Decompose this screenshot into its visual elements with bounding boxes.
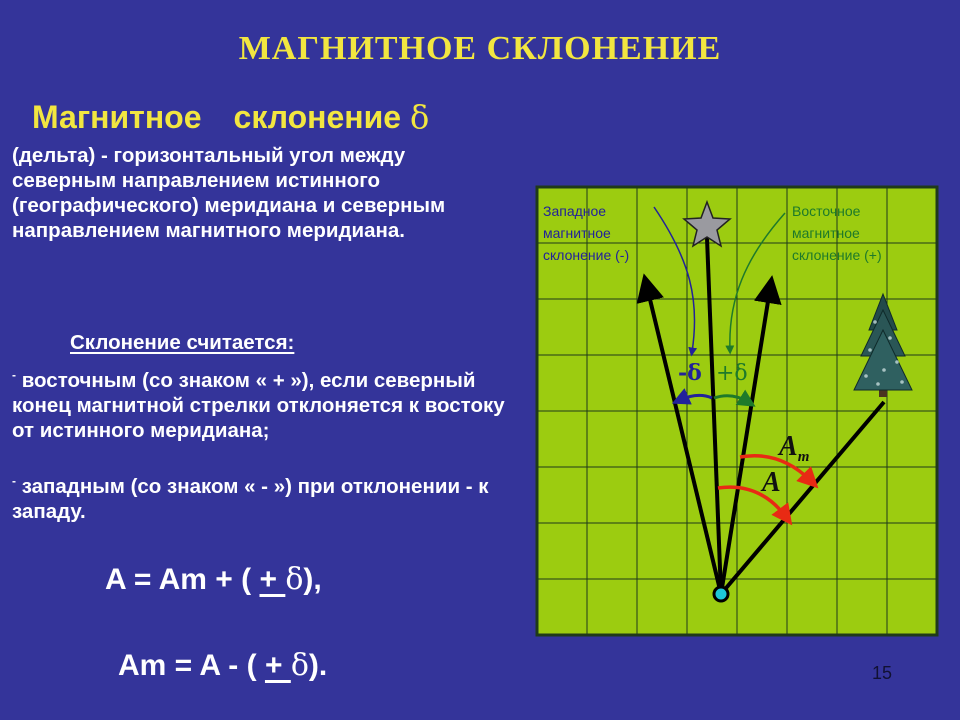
delta-symbol: δ	[285, 562, 304, 597]
formula-true-azimuth: A = Am + ( + δ),	[105, 562, 322, 597]
minus-delta-label: -δ	[678, 360, 702, 386]
bullet-dash: -	[12, 368, 16, 382]
formula-magnetic-azimuth: Am = A - ( + δ).	[118, 648, 328, 683]
plus-delta-label: +δ	[716, 361, 748, 386]
plus-minus: +	[264, 649, 291, 682]
heading-word-declination: склонение	[233, 99, 402, 135]
observation-point	[714, 587, 728, 601]
bullet-dash: -	[12, 474, 16, 488]
delta-symbol: δ	[409, 98, 430, 136]
page-number: 15	[872, 663, 893, 683]
east-declination-label: Восточное магнитное склонение (+)	[792, 203, 882, 263]
heading-word-magnetic: Магнитное	[32, 99, 202, 135]
plus-minus: +	[259, 563, 286, 596]
subheading: Склонение считается:	[70, 331, 295, 354]
west-declination-label: Западное магнитное склонение (-)	[543, 203, 630, 263]
slide-title: МАГНИТНОЕ СКЛОНЕНИЕ	[238, 30, 722, 67]
rule-east-text: восточным (со знаком « + »), если северный конец магнитной стрелки отклоняется к востоку от истинного меридиана;	[12, 368, 505, 442]
definition-text: (дельта) - горизонтальный угол между северным направлением истинного (географического) меридиана и северным направлением магнитного меридиана.	[12, 144, 446, 242]
true-azimuth-label: A	[762, 467, 781, 498]
rule-west-text: западным (со знаком « - ») при отклонении - к западу.	[12, 474, 489, 523]
delta-symbol: δ	[290, 648, 309, 683]
magnetic-azimuth-label: $A_m$	[779, 431, 810, 465]
